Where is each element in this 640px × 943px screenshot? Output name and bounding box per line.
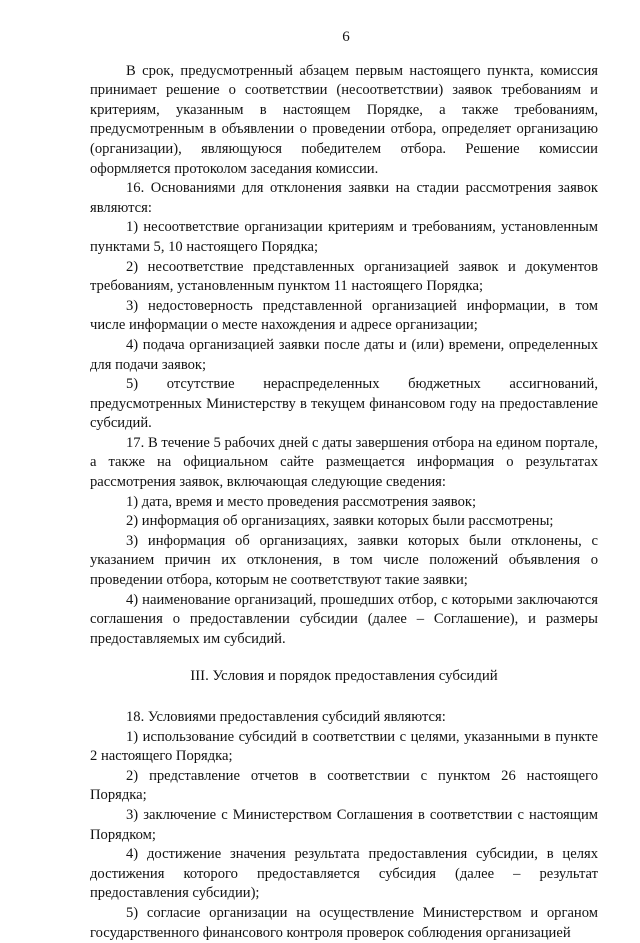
section-body-top (90, 62, 598, 650)
paragraph: 16. Основаниями для отклонения заявки на стадии рассмотрения заявок являются: (90, 180, 598, 216)
list-item: 1) дата, время и место проведения рассмотрения заявок; (126, 493, 477, 510)
list-item: 4) наименование организаций, прошедших отбор, с которыми заключаются соглашения о предоставлении субсидии (далее – Соглашение), и размеры предоставляемых им субсидий. (90, 591, 598, 647)
list-item: 3) заключение с Министерством Соглашения в соответствии с настоящим Порядком; (90, 806, 598, 843)
list-item: 2) несоответствие представленных организацией заявок и документов требованиям, установленным пунктом 11 настоящего Порядка; (90, 258, 598, 295)
paragraph: 17. В течение 5 рабочих дней с даты завершения отбора на едином портале, а также на официальном сайте размещается информация о результатах рассмотрения заявок, включающая следующие сведения: (90, 434, 598, 491)
page-number: 6 (342, 29, 350, 45)
section-heading: III. Условия и порядок предоставления субсидий (190, 668, 498, 685)
list-item: 2) представление отчетов в соответствии с пунктом 26 настоящего Порядка; (90, 767, 598, 804)
list-item: 5) согласие организации на осуществление Министерством и органом государственного финансового контроля проверок соблюдения организацией (90, 904, 598, 941)
list-item: 4) подача организацией заявки после даты и (или) времени, определенных для подачи заявок; (90, 336, 598, 373)
list-item: 3) недостоверность представленной организацией информации, в том числе информации о месте нахождения и адресе организации; (90, 297, 598, 334)
section-body-bottom (90, 708, 598, 943)
list-item: 3) информация об организациях, заявки которых были отклонены, с указанием причин их отклонения, в том числе положений объявления о проведении отбора, которым не соответствуют такие заявки; (90, 532, 598, 589)
list-item: 5) отсутствие нераспределенных бюджетных ассигнований, предусмотренных Министерству в текущем финансовом году на предоставление субсидий. (90, 376, 598, 432)
list-item: 1) использование субсидий в соответствии с целями, указанными в пункте 2 настоящего Порядка; (90, 728, 598, 765)
paragraph: В срок, предусмотренный абзацем первым настоящего пункта, комиссия принимает решение о соответствии (несоответствии) заявок требованиям и критериям, указанным в настоящем Порядке, а также требованиям, предусмотренным в объявлении о проведении отбора, определяет организацию (организации), являющуюся победителем отбора. Решение комиссии оформляется протоколом заседания комиссии. (90, 62, 598, 177)
list-item: 1) несоответствие организации критериям и требованиям, установленным пунктами 5, 10 настоящего Порядка; (90, 219, 598, 255)
list-item: 4) достижение значения результата предоставления субсидии, в целях достижения которого предоставляется субсидия (далее – результат предоставления субсидии); (90, 846, 598, 902)
paragraph: 18. Условиями предоставления субсидий являются: (126, 709, 446, 725)
list-item: 2) информация об организациях, заявки которых были рассмотрены; (126, 513, 554, 530)
